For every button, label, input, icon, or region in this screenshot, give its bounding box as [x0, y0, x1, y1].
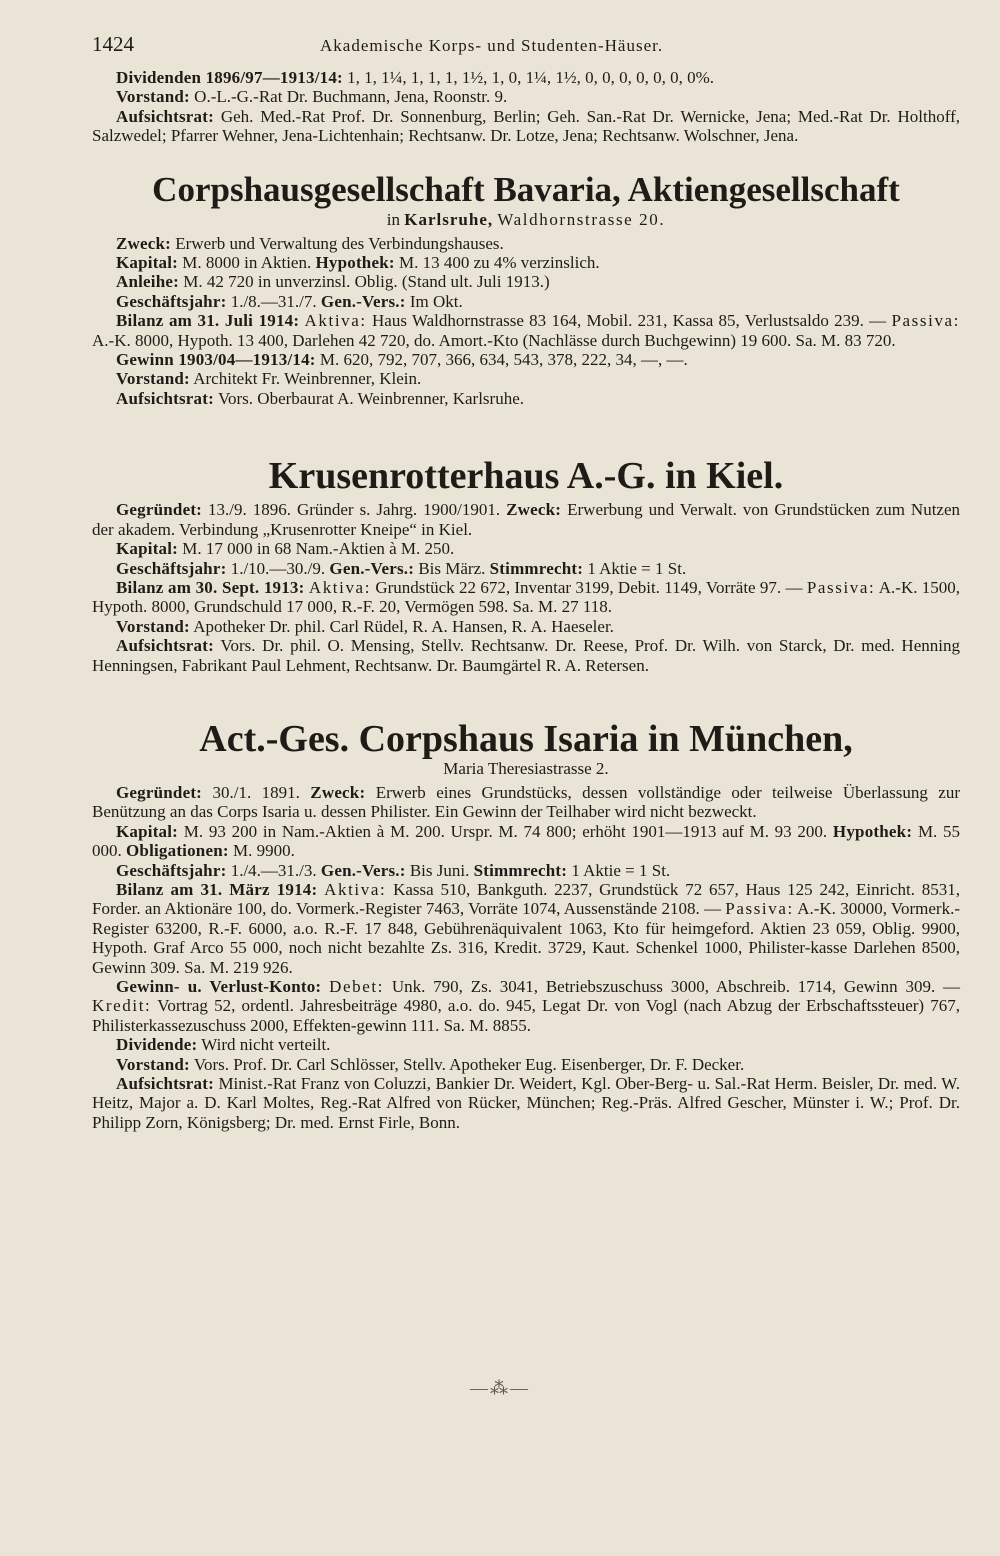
- kredit-word: Kredit:: [92, 996, 152, 1016]
- debet-value: Unk. 790, Zs. 3041, Betriebszuschuss 3000, Abschreib. 1714, Gewinn 309. —: [391, 977, 961, 996]
- passiva-value: A.-K. 8000, Hypoth. 13 400, Darlehen 42 720, do. Amort.-Kto (Nachlässe durch Buchgewinn) 19 600. Sa. M. 83 720.: [92, 330, 896, 350]
- bavaria-anleihe: [92, 272, 960, 291]
- aufsichtsrat-value: Vors. Oberbaurat A. Weinbrenner, Karlsruhe.: [217, 388, 525, 408]
- krusenrotter-entry: [92, 500, 960, 675]
- isaria-subtitle: Maria Theresiastrasse 2.: [443, 758, 609, 778]
- guv-label: Gewinn- u. Verlust-Konto:: [116, 977, 322, 996]
- hypothek-value: M. 55 000.: [92, 821, 961, 861]
- stimmrecht-label: Stimmrecht:: [489, 558, 584, 578]
- aufsichtsrat-label: Aufsichtsrat:: [116, 636, 214, 656]
- passiva-value: A.-K. 30000, Vormerk.-Register 63200, R.-F. 6000, a.o. R.-F. 17 848, Gebührenäquivalent 1063, Kto für heimgeford. Aktien 23 059, Oblig. 9900, Hypoth. Graf Arco 55 000, noch nicht bezahlte Zs. 316, Kredit. 3729, Kaut. Schenkel 1000, Philister-kasse Darlehen 8500, Gewinn 309. Sa. M. 219 926.: [92, 899, 961, 977]
- kapital-value: M. 17 000 in 68 Nam.-Aktien à M. 250.: [182, 539, 455, 559]
- aufsichtsrat-label: Aufsichtsrat:: [116, 106, 214, 126]
- intro-aufsichtsrat: [92, 107, 960, 146]
- aufsichtsrat-value: Geh. Med.-Rat Prof. Dr. Sonnenburg, Berlin; Geh. San.-Rat Dr. Wernicke, Jena; Med.-Rat Dr. Holthoff, Salzwedel; Pfarrer Wehner, Jena-Lichtenhain; Rechtsanw. Dr. Lotze, Jena; Rechtsanw. Wolschner, Jena.: [92, 106, 961, 146]
- geschaeftsjahr-value: 1./10.—30./9.: [230, 558, 326, 578]
- krusenrotter-geschaeftsjahr: [92, 559, 960, 578]
- gegruendet-label: Gegründet:: [116, 500, 203, 520]
- bavaria-zweck: [92, 234, 960, 253]
- anleihe-label: Anleihe:: [116, 272, 179, 292]
- bavaria-title: Corpshausgesellschaft Bavaria, Aktiengesellschaft: [152, 169, 900, 209]
- intro-entry: [92, 68, 960, 146]
- intro-vorstand: [92, 87, 960, 106]
- gen-vers-value: Im Okt.: [409, 291, 463, 311]
- bavaria-aufsichtsrat: [92, 389, 960, 408]
- vorstand-label: Vorstand:: [116, 369, 190, 389]
- vorstand-value: Architekt Fr. Weinbrenner, Klein.: [193, 369, 422, 389]
- dividenden-label: Dividenden 1896/97—1913/14:: [116, 68, 343, 87]
- krusenrotter-bilanz: [92, 578, 960, 617]
- krusenrotter-vorstand: [92, 617, 960, 636]
- intro-dividenden: [92, 68, 960, 87]
- stimmrecht-value: 1 Aktie = 1 St.: [587, 558, 687, 578]
- stimmrecht-label: Stimmrecht:: [473, 860, 568, 880]
- isaria-entry: [92, 783, 960, 1132]
- gen-vers-value: Bis Juni.: [409, 860, 470, 880]
- isaria-title: Act.-Ges. Corpshaus Isaria in München,: [199, 717, 853, 760]
- gen-vers-label: Gen.-Vers.:: [320, 860, 406, 880]
- kapital-label: Kapital:: [116, 539, 179, 559]
- vorstand-label: Vorstand:: [116, 1054, 190, 1074]
- bavaria-subtitle: [92, 210, 960, 230]
- kapital-value: M. 93 200 in Nam.-Aktien à M. 200. Urspr. M. 74 800; erhöht 1901—1913 auf M. 93 200.: [183, 821, 828, 841]
- bavaria-street: Waldhornstrasse 20.: [497, 209, 666, 229]
- aufsichtsrat-label: Aufsichtsrat:: [116, 388, 214, 408]
- gegruendet-label: Gegründet:: [116, 782, 203, 802]
- geschaeftsjahr-value: 1./8.—31./7.: [230, 291, 317, 311]
- page-number: 1424: [92, 32, 134, 56]
- vorstand-value: O.-L.-G.-Rat Dr. Buchmann, Jena, Roonstr. 9.: [194, 87, 508, 107]
- running-head: [92, 32, 960, 64]
- bilanz-label: Bilanz am 31. März 1914:: [116, 879, 318, 899]
- aufsichtsrat-value: Minist.-Rat Franz von Coluzzi, Bankier Dr. Weidert, Kgl. Ober-Berg- u. Sal.-Rat Herm. Beisler, Dr. med. W. Heitz, Major a. D. Karl Moltes, Reg.-Rat Alfred von Rücker, München; Reg.-Präs. Alfred Gescher, Münster i. W.; Prof. Dr. Philipp Zorn, Königsberg; Dr. med. Ernst Firle, Bonn.: [92, 1074, 961, 1132]
- bavaria-kapital: [92, 253, 960, 272]
- obligationen-value: M. 9900.: [232, 841, 295, 861]
- bilanz-label: Bilanz am 30. Sept. 1913:: [116, 577, 305, 597]
- obligationen-label: Obligationen:: [126, 841, 229, 861]
- bavaria-entry: [92, 234, 960, 409]
- vorstand-value: Vors. Prof. Dr. Carl Schlösser, Stellv. Apotheker Eug. Eisenberger, Dr. F. Decker.: [193, 1054, 745, 1074]
- hypothek-label: Hypothek:: [832, 821, 913, 841]
- gegruendet-value: 13./9. 1896. Gründer s. Jahrg. 1900/1901.: [208, 500, 501, 520]
- bilanz-label: Bilanz am 31. Juli 1914:: [116, 311, 300, 331]
- aktiva-word: Aktiva:: [308, 577, 372, 597]
- isaria-aufsichtsrat: [92, 1074, 960, 1132]
- hypothek-value: M. 13 400 zu 4% verzinslich.: [398, 253, 600, 273]
- stimmrecht-value: 1 Aktie = 1 St.: [571, 860, 671, 880]
- isaria-geschaeftsjahr: [92, 861, 960, 880]
- dividende-value: Wird nicht verteilt.: [201, 1035, 331, 1055]
- geschaeftsjahr-label: Geschäftsjahr:: [116, 860, 227, 880]
- bavaria-sub-in: in: [386, 209, 401, 229]
- zweck-label: Zweck:: [506, 500, 562, 520]
- aktiva-word: Aktiva:: [324, 879, 387, 899]
- krusenrotter-kapital: [92, 539, 960, 558]
- kapital-label: Kapital:: [116, 253, 179, 273]
- aktiva-word: Aktiva:: [304, 311, 367, 331]
- zweck-value: Erwerb eines Grundstücks, dessen vollständige oder teilweise Überlassung zur Benützung an das Corps Isaria u. dessen Philister. Ein Gewinn der Teilhaber wird nicht bezweckt.: [92, 782, 961, 822]
- krusenrotter-title: Krusenrotterhaus A.-G. in Kiel.: [268, 455, 784, 498]
- krusenrotter-aufsichtsrat: [92, 636, 960, 675]
- anleihe-value: M. 42 720 in unverzinsl. Oblig. (Stand ult. Juli 1913.): [183, 272, 550, 292]
- aufsichtsrat-label: Aufsichtsrat:: [116, 1074, 214, 1094]
- aktiva-value: Grundstück 22 672, Inventar 3199, Debit. 1149, Vorräte 97. —: [375, 577, 803, 597]
- gen-vers-value: Bis März.: [418, 558, 486, 578]
- gen-vers-label: Gen.-Vers.:: [329, 558, 415, 578]
- end-ornament: —⁂—: [470, 1378, 530, 1398]
- geschaeftsjahr-label: Geschäftsjahr:: [116, 291, 227, 311]
- geschaeftsjahr-label: Geschäftsjahr:: [116, 558, 227, 578]
- dividende-label: Dividende:: [116, 1035, 198, 1055]
- zweck-label: Zweck:: [116, 233, 172, 253]
- geschaeftsjahr-value: 1./4.—31./3.: [230, 860, 317, 880]
- passiva-word: Passiva:: [891, 311, 961, 331]
- aktiva-value: Kassa 510, Bankguth. 2237, Grundstück 72 657, Haus 125 242, Einricht. 8531, Forder. an Aktionäre 100, do. Vormerk.-Register 7463, Vorräte 1074, Aussenstände 2108. —: [92, 879, 960, 919]
- dividenden-value: 1, 1, 1¼, 1, 1, 1, 1½, 1, 0, 1¼, 1½, 0, 0, 0, 0, 0, 0, 0%.: [347, 68, 715, 87]
- passiva-word: Passiva:: [725, 899, 794, 919]
- bavaria-gewinn: [92, 350, 960, 369]
- gewinn-label: Gewinn 1903/04—1913/14:: [116, 350, 316, 370]
- bavaria-city: Karlsruhe,: [404, 209, 494, 229]
- zweck-label: Zweck:: [310, 782, 366, 802]
- isaria-dividende: [92, 1035, 960, 1054]
- passiva-word: Passiva:: [806, 577, 876, 597]
- vorstand-value: Apotheker Dr. phil. Carl Rüdel, R. A. Hansen, R. A. Haeseler.: [193, 616, 614, 636]
- isaria-gegruendet: [92, 783, 960, 822]
- passiva-value: A.-K. 1500, Hypoth. 8000, Grundschuld 17 000, R.-F. 20, Vermögen 598. Sa. M. 27 118.: [92, 577, 961, 617]
- aufsichtsrat-value: Vors. Dr. phil. O. Mensing, Stellv. Rechtsanw. Dr. Reese, Prof. Dr. Wilh. von Starck, Dr. med. Henning Henningsen, Fabrikant Paul Lehment, Rechtsanw. Dr. Baumgärtel R. A. Retersen.: [92, 636, 960, 675]
- gen-vers-label: Gen.-Vers.:: [320, 291, 406, 311]
- zweck-value: Erwerbung und Verwalt. von Grundstücken zum Nutzen der akadem. Verbindung „Krusenrotter Kneipe“ in Kiel.: [92, 500, 961, 539]
- isaria-vorstand: [92, 1055, 960, 1074]
- kapital-label: Kapital:: [116, 821, 179, 841]
- kredit-value: Vortrag 52, ordentl. Jahresbeiträge 4980, a.o. do. 945, Legat Dr. von Vogl (nach Abzug der Erbschaftssteuer) 767, Philisterkassezuschuss 2000, Effekten-gewinn 111. Sa. M. 8855.: [92, 996, 960, 1035]
- bavaria-vorstand: [92, 369, 960, 388]
- krusenrotter-gegruendet: [92, 500, 960, 539]
- debet-word: Debet:: [329, 977, 385, 996]
- isaria-bilanz: [92, 880, 960, 977]
- vorstand-label: Vorstand:: [116, 616, 190, 636]
- hypothek-label: Hypothek:: [315, 253, 395, 273]
- gegruendet-value: 30./1. 1891.: [212, 782, 300, 802]
- bavaria-geschaeftsjahr: [92, 292, 960, 311]
- gewinn-value: M. 620, 792, 707, 366, 634, 543, 378, 222, 34, —, —.: [319, 350, 688, 370]
- vorstand-label: Vorstand:: [116, 87, 190, 107]
- aktiva-value: Haus Waldhornstrasse 83 164, Mobil. 231, Kassa 85, Verlustsaldo 239. —: [372, 311, 887, 331]
- zweck-value: Erwerb und Verwaltung des Verbindungshauses.: [175, 233, 504, 253]
- kapital-value: M. 8000 in Aktien.: [182, 253, 312, 273]
- bavaria-bilanz: [92, 311, 960, 350]
- isaria-guv: [92, 977, 960, 1035]
- isaria-kapital: [92, 822, 960, 861]
- running-title: Akademische Korps- und Studenten-Häuser.: [320, 36, 664, 55]
